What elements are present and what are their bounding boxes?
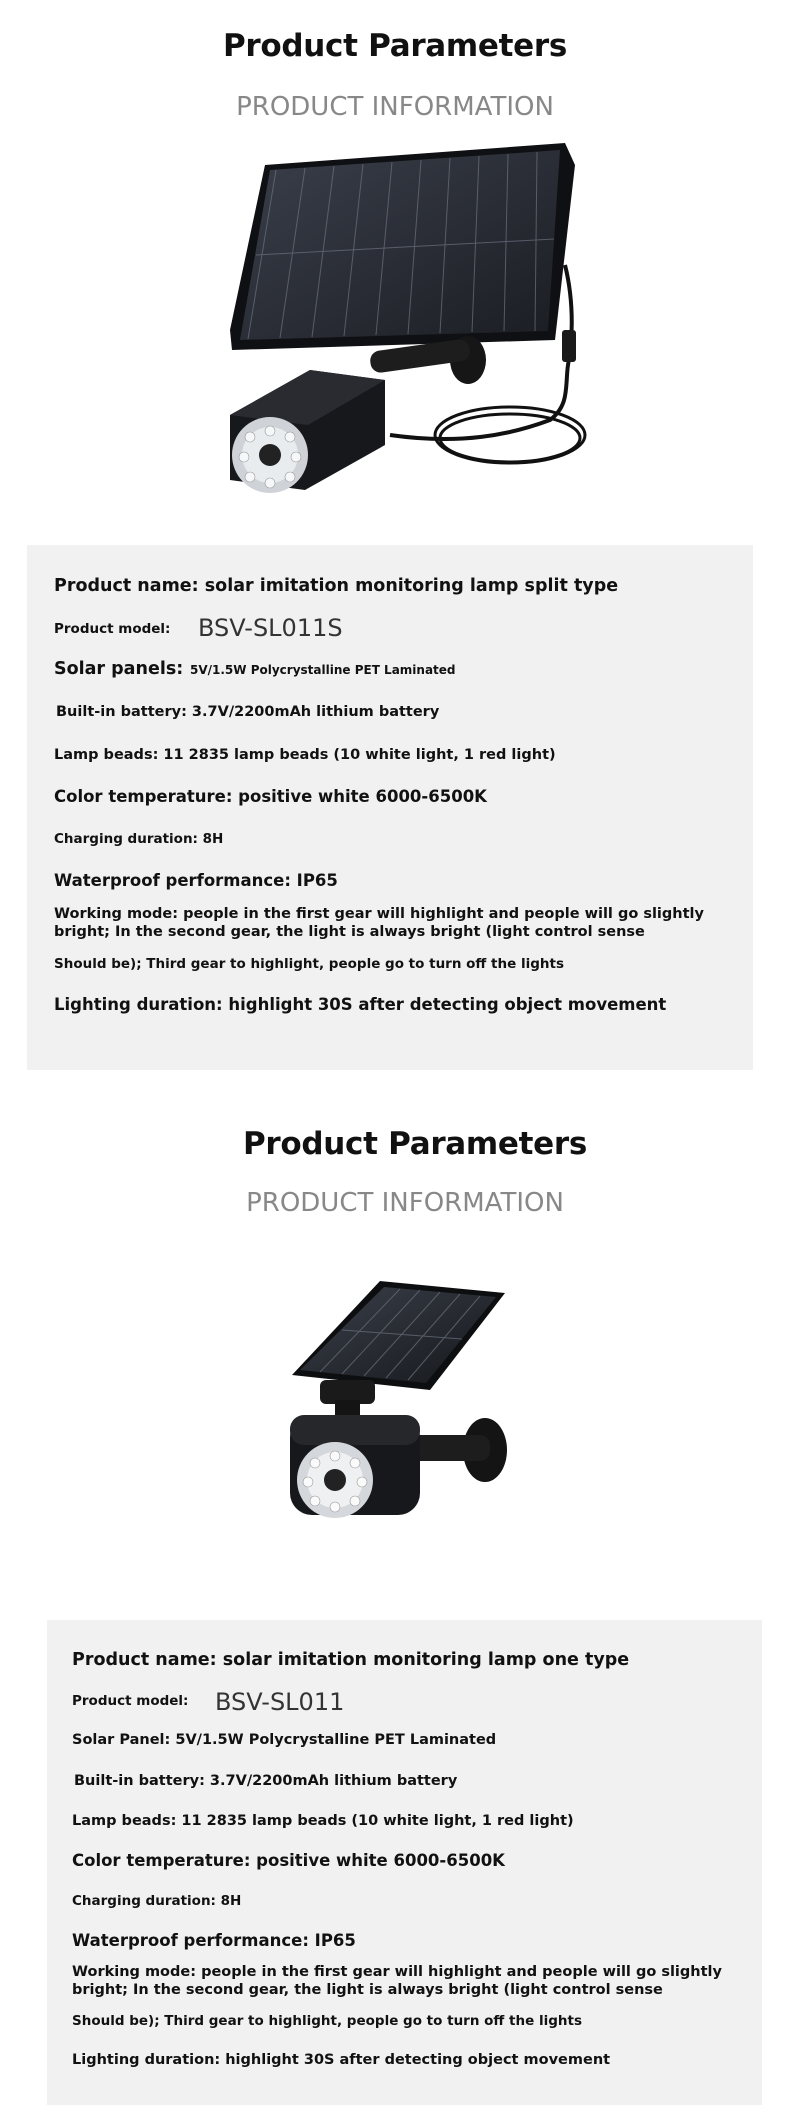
- section2-subtitle: PRODUCT INFORMATION: [246, 1188, 564, 1218]
- section1-working-mode: Working mode: people in the first gear will highlight and people will go slightly bright; In the second gear, the light is always bright (light control sense: [54, 906, 704, 940]
- section2-charging: Charging duration: 8H: [72, 1893, 242, 1909]
- product-image-split-type: [210, 135, 590, 535]
- section2-model-value: BSV-SL011: [215, 1688, 345, 1716]
- section1-color-temperature: Color temperature: positive white 6000-6500K: [54, 787, 487, 806]
- section1-working-mode-continued: Should be); Third gear to highlight, people go to turn off the lights: [54, 956, 564, 972]
- section1-beads: Lamp beads: 11 2835 lamp beads (10 white light, 1 red light): [54, 747, 556, 763]
- section2-waterproof: Waterproof performance: IP65: [72, 1931, 356, 1950]
- section2-beads: Lamp beads: 11 2835 lamp beads (10 white light, 1 red light): [72, 1813, 574, 1829]
- product-image-one-type: [280, 1275, 540, 1565]
- section1-title: Product Parameters: [222, 28, 568, 64]
- section1-solar-value: 5V/1.5W Polycrystalline PET Laminated: [190, 663, 456, 677]
- section1-model-label: Product model:: [54, 621, 171, 637]
- section2-product-name: Product name: solar imitation monitoring lamp one type: [72, 1650, 630, 1670]
- section1-subtitle: PRODUCT INFORMATION: [236, 92, 554, 122]
- section1-charging: Charging duration: 8H: [54, 831, 224, 847]
- section2-lighting-duration: Lighting duration: highlight 30S after detecting object movement: [72, 2052, 611, 2068]
- section1-model-value: BSV-SL011S: [198, 614, 343, 642]
- section2-color-temperature: Color temperature: positive white 6000-6500K: [72, 1851, 505, 1870]
- section1-battery: Built-in battery: 3.7V/2200mAh lithium battery: [56, 704, 440, 720]
- section1-lighting-duration: Lighting duration: highlight 30S after detecting object movement: [54, 995, 667, 1014]
- section2-working-mode-continued: Should be); Third gear to highlight, people go to turn off the lights: [72, 2013, 582, 2029]
- section2-model-label: Product model:: [72, 1693, 189, 1709]
- section1-product-name: Product name: solar imitation monitoring lamp split type: [54, 576, 619, 596]
- section2-title: Product Parameters: [242, 1126, 588, 1162]
- section1-waterproof: Waterproof performance: IP65: [54, 871, 338, 890]
- section2-battery: Built-in battery: 3.7V/2200mAh lithium battery: [74, 1773, 458, 1789]
- section2-solar-panel: Solar Panel: 5V/1.5W Polycrystalline PET Laminated: [72, 1732, 497, 1748]
- section1-solar-label: Solar panels:: [54, 659, 184, 679]
- section2-working-mode: Working mode: people in the first gear will highlight and people will go slightly bright; In the second gear, the light is always bright (light control sense: [72, 1964, 722, 1998]
